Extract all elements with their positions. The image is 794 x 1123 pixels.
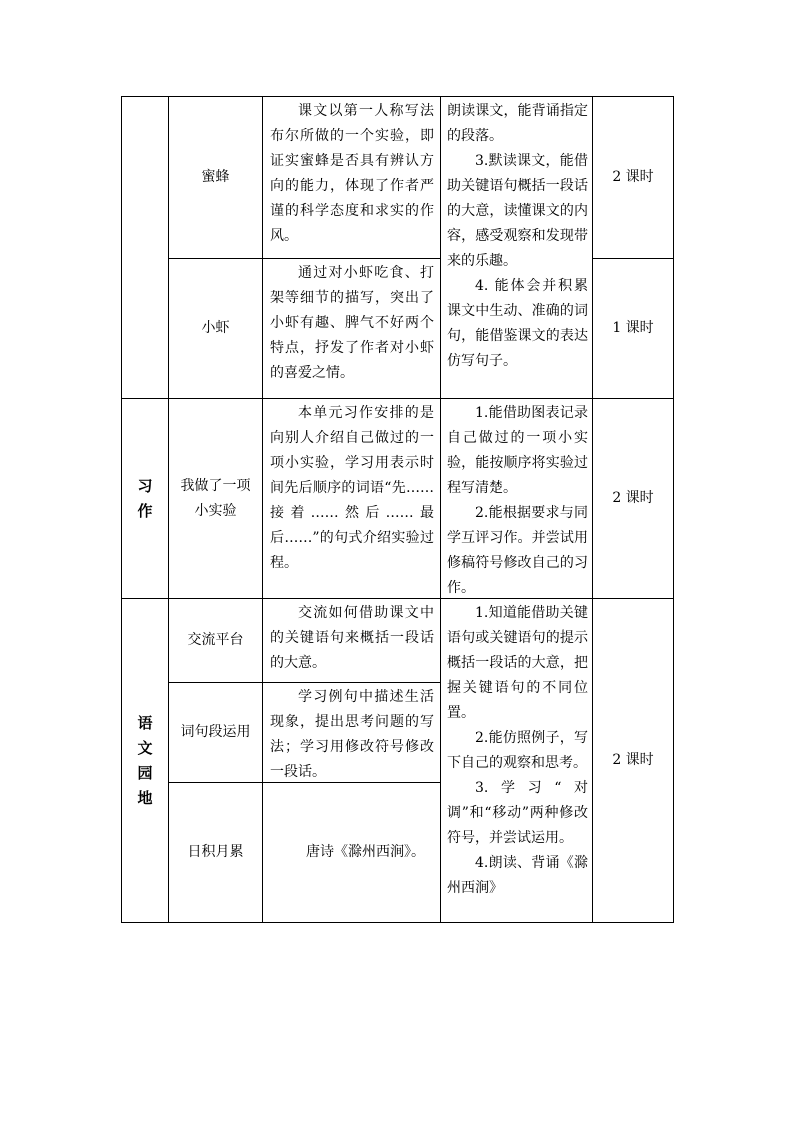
goal-item: 1.能借助图表记录自己做过的一项小实验，能按顺序将实验过程写清楚。 (447, 405, 588, 496)
goal-item: 1.知道能借助关键语句或关键语句的提示概括一段话的大意，把握关键语句的不同位置。 (447, 605, 588, 721)
category-cell-empty (121, 96, 169, 399)
lesson-description-shrimp: 通过对小虾吃食、打架等细节的描写，突出了小虾有趣、脾气不好两个特点，抒发了作者对小虾的喜爱之情。 (262, 258, 441, 399)
goal-item: 2.能仿照例子，写下自己的观察和思考。 (447, 730, 588, 771)
goal-item: 3.学习“对调”和“移动”两种修改符号，并尝试运用。 (447, 780, 588, 846)
item-description-exchange: 交流如何借助课文中的关键语句来概括一段话的大意。 (262, 598, 441, 683)
item-title-exchange: 交流平台 (168, 598, 263, 683)
lesson-title-bees: 蜜蜂 (168, 96, 263, 259)
goal-item: 4. 能体会并积累课文中生动、准确的词句，能借鉴课文的表达仿写句子。 (447, 278, 588, 369)
goal-item: 朗读课文，能背诵指定的段落。 (447, 103, 588, 144)
lesson-title-experiment: 我做了一项小实验 (168, 398, 263, 599)
goal-item: 4.朗读、背诵《滁州西涧》 (447, 855, 588, 896)
lesson-hours-bees: 2 课时 (592, 96, 674, 259)
item-title-daily-accumulation: 日积月累 (168, 782, 263, 923)
lesson-title-shrimp: 小虾 (168, 258, 263, 399)
lesson-hours-shrimp: 1 课时 (592, 258, 674, 399)
lesson-description-experiment: 本单元习作安排的是向别人介绍自己做过的一项小实验，学习用表示时间先后顺序的词语“先……接着……然后……最后……”的句式介绍实验过程。 (262, 398, 441, 599)
item-description-sentence-usage: 学习例句中描述生活现象，提出思考问题的写法；学习用修改符号修改一段话。 (262, 682, 441, 783)
lesson-goals-experiment (440, 398, 593, 599)
item-description-daily-accumulation: 唐诗《滁州西涧》。 (262, 782, 441, 923)
category-yuwen-yuandi: 语 文 园 地 (121, 598, 169, 923)
lesson-hours-experiment: 2 课时 (592, 398, 674, 599)
item-title-sentence-usage: 词句段运用 (168, 682, 263, 783)
goal-item: 2.能根据要求与同学互评习作。并尝试用修稿符号修改自己的习作。 (447, 505, 588, 596)
lesson-goals-yuwen (440, 598, 593, 923)
lesson-goals-unit-a (440, 96, 593, 399)
lesson-hours-yuwen: 2 课时 (592, 598, 674, 923)
goal-item: 3.默读课文，能借助关键语句概括一段话的大意，读懂课文的内容，感受观察和发现带来的乐趣。 (447, 153, 588, 269)
lesson-description-bees: 课文以第一人称写法布尔所做的一个实验，即证实蜜蜂是否具有辨认方向的能力，体现了作者严谨的科学态度和求实的作风。 (262, 96, 441, 259)
category-xizuo: 习 作 (121, 398, 169, 599)
